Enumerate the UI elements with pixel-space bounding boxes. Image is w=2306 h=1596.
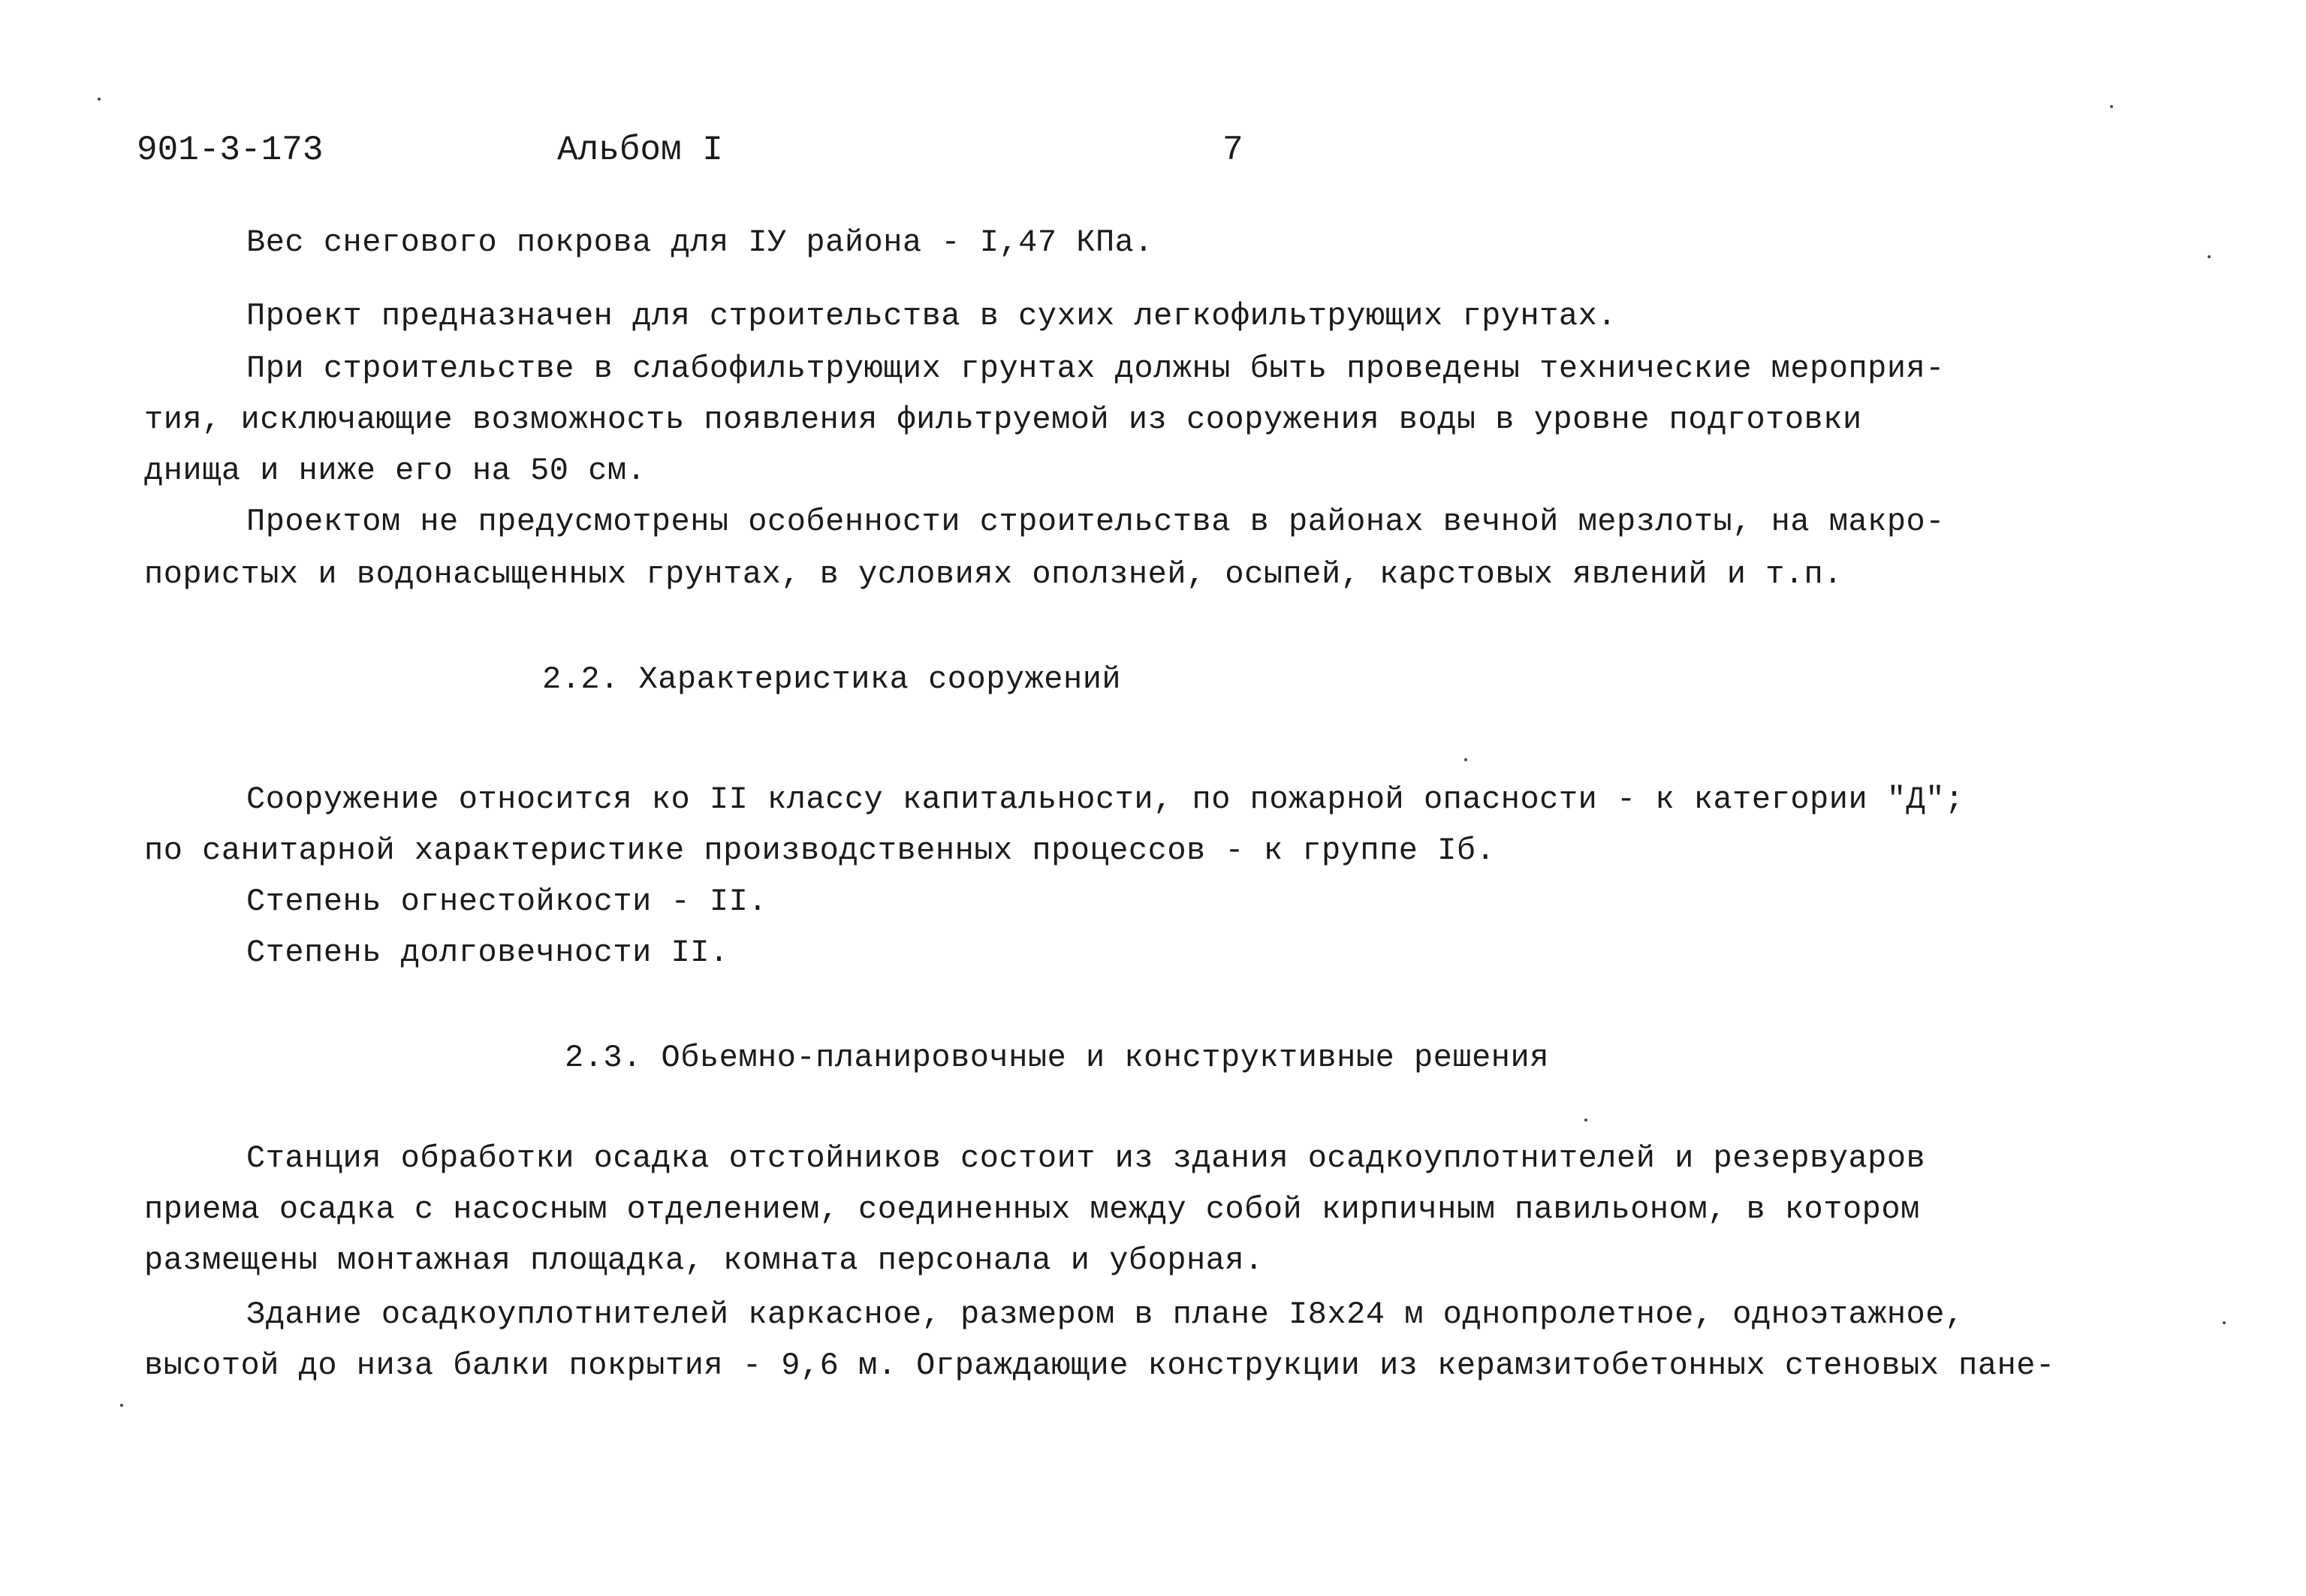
scan-speck xyxy=(1464,758,1467,761)
paragraph-line: пористых и водонасыщенных грунтах, в условиях оползней, осыпей, карстовых явлений и т.п. xyxy=(144,556,1843,592)
section-heading-2-2: 2.2. Характеристика сооружений xyxy=(542,661,1122,697)
paragraph-line: по санитарной характеристике производственных процессов - к группе Iб. xyxy=(144,833,1496,869)
paragraph-line: тия, исключающие возможность появления фильтруемой из сооружения воды в уровне подготовки xyxy=(144,402,1862,438)
paragraph-line: Сооружение относится ко II классу капитальности, по пожарной опасности - к категории "Д"; xyxy=(246,781,1964,818)
paragraph-line: При строительстве в слабофильтрующих грунтах должны быть проведены технические мероприя- xyxy=(246,351,1945,387)
section-heading-2-3: 2.3. Обьемно-планировочные и конструктивные решения xyxy=(565,1040,1549,1076)
album-label: Альбом I xyxy=(557,131,723,170)
scan-speck xyxy=(2223,1321,2226,1324)
scan-speck xyxy=(2208,255,2211,258)
page-number: 7 xyxy=(1222,131,1243,170)
paragraph-line: Станция обработки осадка отстойников состоит из здания осадкоуплотнителей и резервуаров xyxy=(246,1140,1926,1176)
paragraph-line: Проект предназначен для строительства в сухих легкофильтрующих грунтах. xyxy=(246,298,1617,334)
scan-speck xyxy=(120,1404,123,1407)
snow-load-text: Вес снегового покрова для IУ района - I,47 КПа. xyxy=(246,224,1154,260)
paragraph-line: высотой до низа балки покрытия - 9,6 м. Ограждающие конструкции из керамзитобетонных стеновых пане- xyxy=(144,1348,2055,1384)
paragraph-line: Степень долговечности II. xyxy=(246,935,729,971)
paragraph-line: приема осадка с насосным отделением, соединенных между собой кирпичным павильоном, в котором xyxy=(144,1191,1920,1227)
paragraph-line: днища и ниже его на 50 см. xyxy=(144,453,647,489)
scan-speck xyxy=(1584,1119,1587,1122)
paragraph-line: Проектом не предусмотрены особенности строительства в районах вечной мерзлоты, на макро- xyxy=(246,504,1945,540)
document-code: 901-3-173 xyxy=(137,131,324,170)
paragraph-line: Здание осадкоуплотнителей каркасное, размером в плане I8х24 м однопролетное, одноэтажное, xyxy=(246,1296,1964,1333)
scan-speck xyxy=(2110,105,2113,108)
paragraph-line: размещены монтажная площадка, комната персонала и уборная. xyxy=(144,1242,1264,1278)
scan-speck xyxy=(98,98,101,101)
paragraph-line: Степень огнестойкости - II. xyxy=(246,884,768,920)
